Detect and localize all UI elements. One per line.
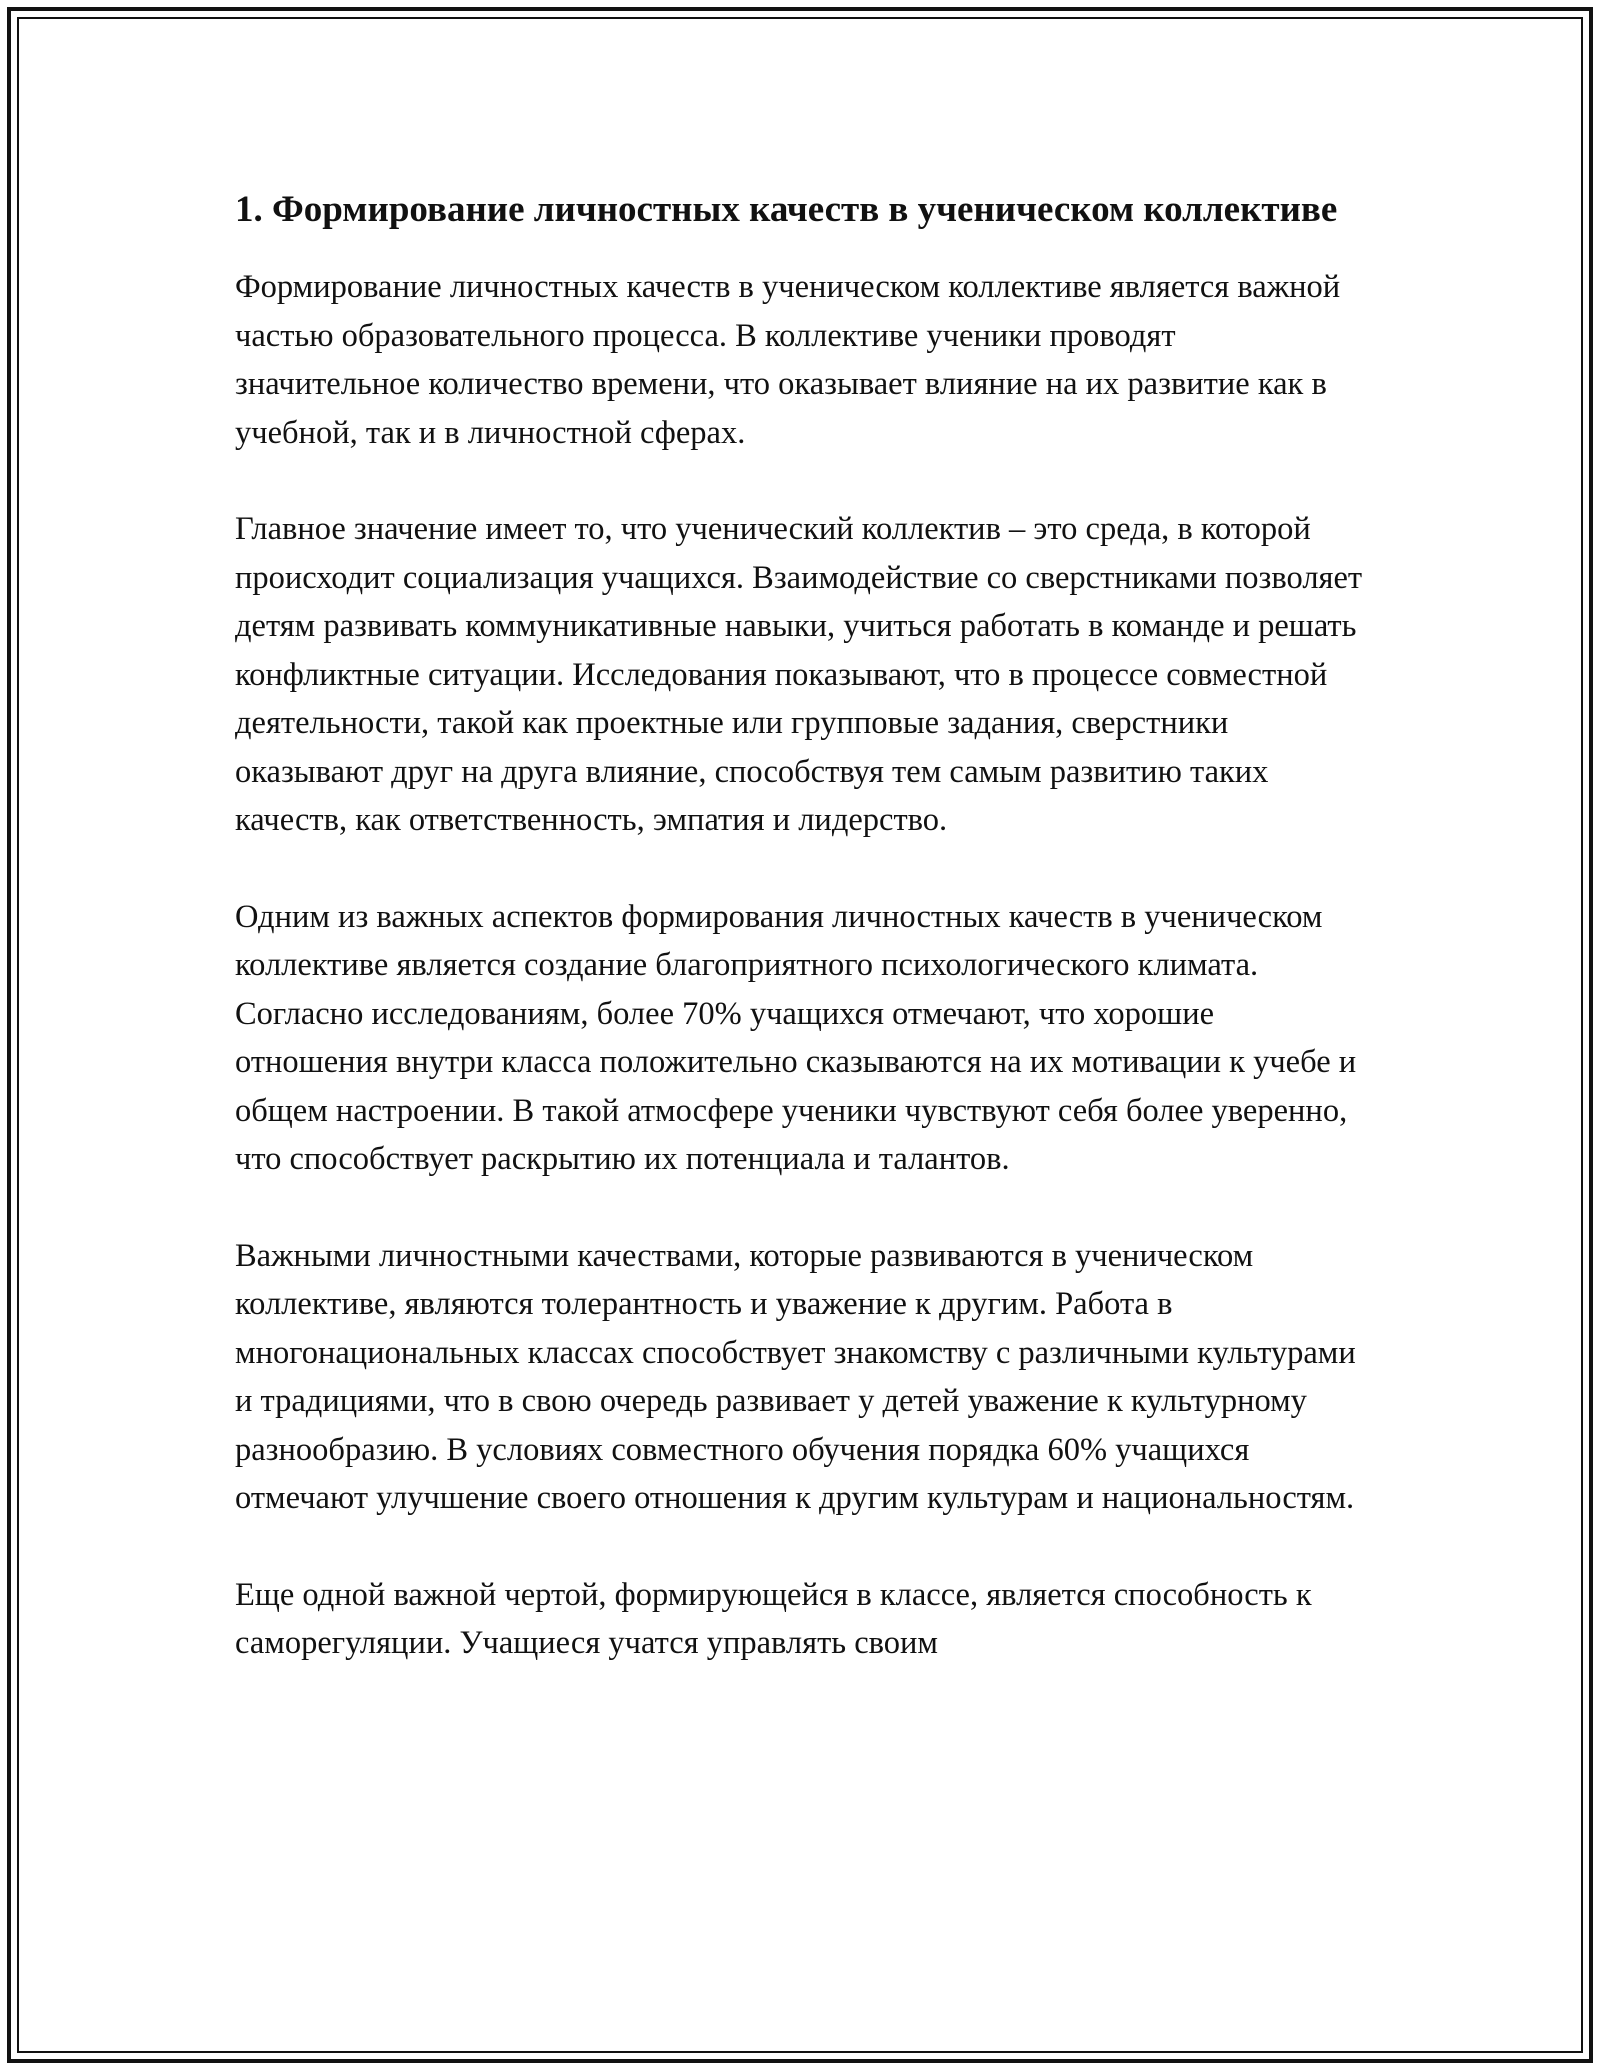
paragraph-intro: Формирование личностных качеств в ученическом коллективе является важной частью образовательного процесса. В коллективе ученики проводят значительное количество времени, что оказывает влияние на их развитие как в учебной, так и в личностной сферах. [235, 269, 1341, 451]
paragraph-self-regulation: Еще одной важной чертой, формирующейся в классе, является способность к саморегуляции. Учащиеся учатся управлять своим [235, 1576, 1312, 1661]
section-heading: 1. Формирование личностных качеств в ученическом коллективе [235, 189, 1338, 230]
document-page [235, 182, 1365, 1716]
paragraph-socialization: Главное значение имеет то, что ученический коллектив – это среда, в которой происходит социализация учащихся. Взаимодействие со сверстниками позволяет детям развивать коммуникативные навыки, учиться работать в команде и решать конфликтные ситуации. Исследования показывают, что в процессе совместной деятельности, такой как проектные или групповые задания, сверстники оказывают друг на друга влияние, способствуя тем самым развитию таких качеств, как ответственность, эмпатия и лидерство. [235, 511, 1363, 838]
paragraph-tolerance: Важными личностными качествами, которые развиваются в ученическом коллективе, являются толерантность и уважение к другим. Работа в многонациональных классах способствует знакомству с различными культурами и традициями, что в свою очередь развивает у детей уважение к культурному разнообразию. В условиях совместного обучения порядка 60% учащихся отмечают улучшение своего отношения к другим культурам и национальностям. [235, 1237, 1356, 1516]
paragraph-psychological-climate: Одним из важных аспектов формирования личностных качеств в ученическом коллективе является создание благоприятного психологического климата. Согласно исследованиям, более 70% учащихся отмечают, что хорошие отношения внутри класса положительно сказываются на их мотивации к учебе и общем настроении. В такой атмосфере ученики чувствуют себя более уверенно, что способствует раскрытию их потенциала и талантов. [235, 898, 1357, 1177]
